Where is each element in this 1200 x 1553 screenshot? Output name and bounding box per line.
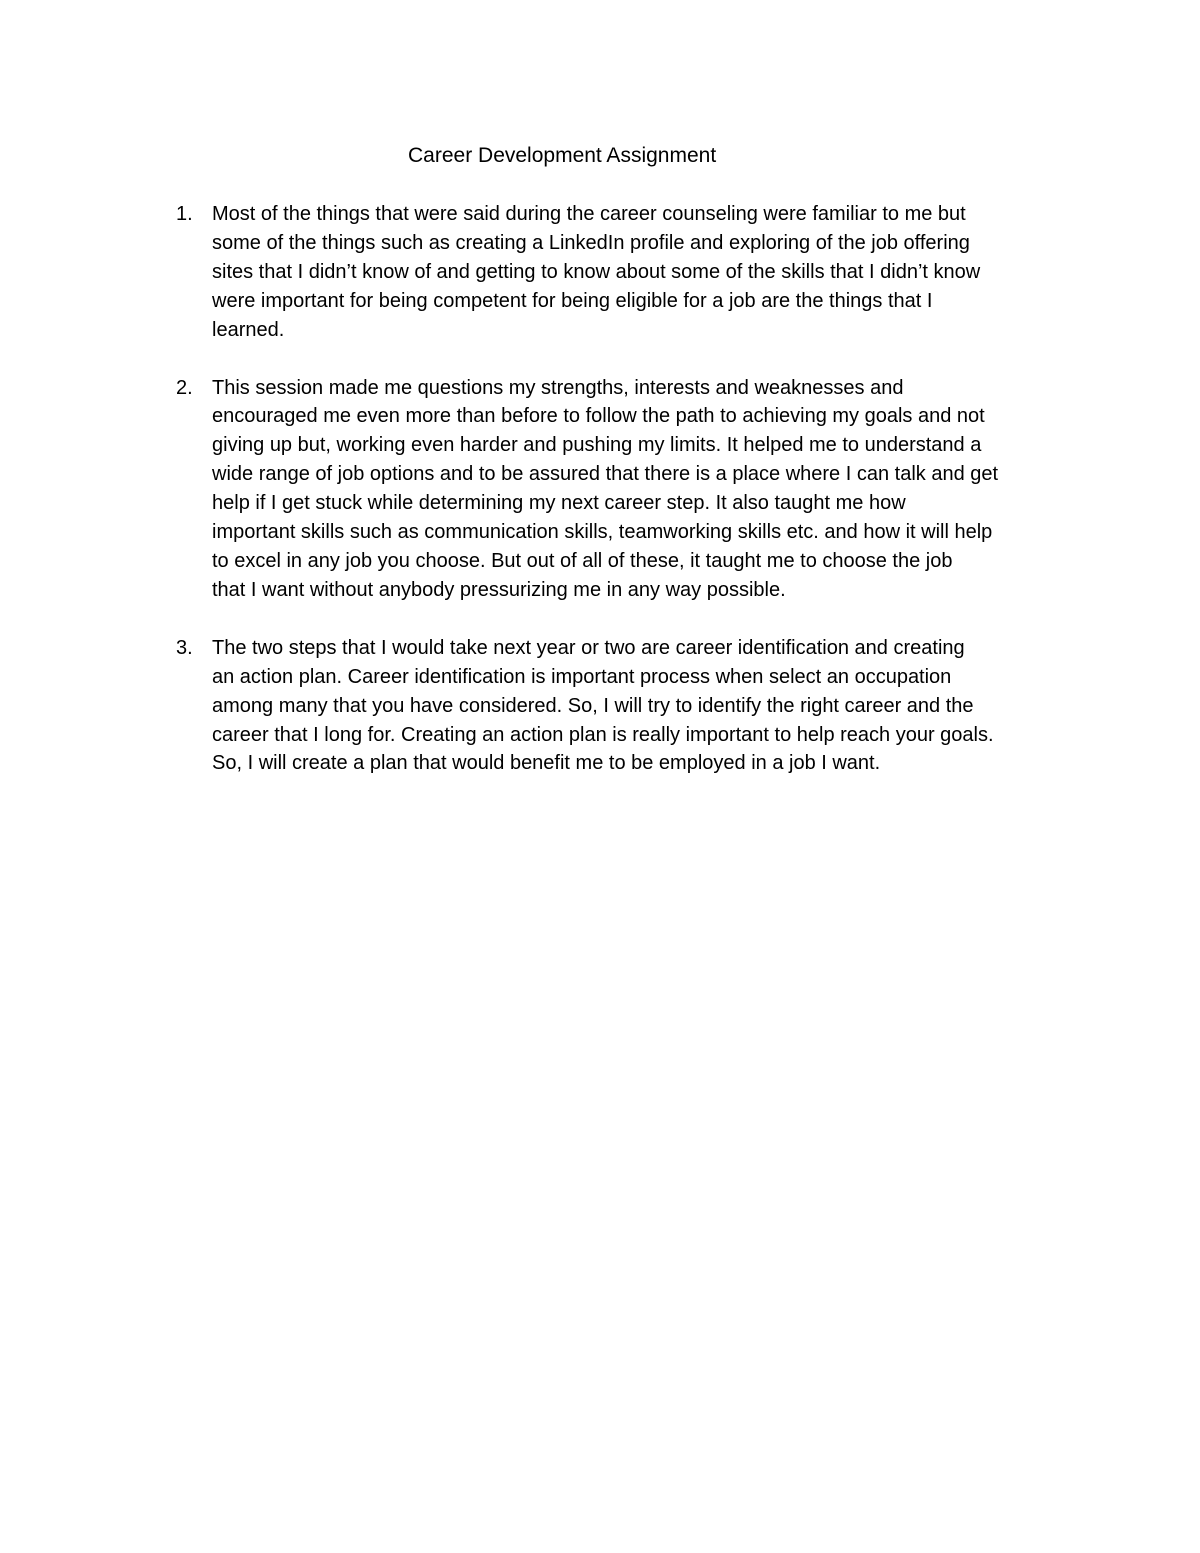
paragraph-line: learned.: [212, 318, 285, 341]
paragraph-line: So, I will create a plan that would benefit me to be employed in a job I want.: [212, 752, 881, 775]
paragraph-line: some of the things such as creating a LinkedIn profile and exploring of the job offering: [212, 231, 970, 254]
paragraph-line: Most of the things that were said during the career counseling were familiar to me but: [212, 203, 966, 225]
list-item: [0, 374, 1068, 605]
paragraph-line: to excel in any job you choose. But out of all of these, it taught me to choose the job: [212, 549, 953, 572]
paragraph-line: help if I get stuck while determining my next career step. It also taught me how: [212, 492, 906, 515]
paragraph-line: This session made me questions my strengths, interests and weaknesses and: [212, 376, 904, 399]
paragraph-line: among many that you have considered. So, I will try to identify the right career and the: [212, 694, 974, 717]
list-item: [0, 634, 1068, 779]
document-title: Career Development Assignment: [408, 144, 717, 167]
paragraph-line: important skills such as communication skills, teamworking skills etc. and how it will help: [212, 521, 993, 544]
paragraph-line: The two steps that I would take next year or two are career identification and creating: [212, 636, 965, 659]
paragraph-line: that I want without anybody pressurizing me in any way possible.: [212, 578, 786, 601]
list-item-number: 1.: [176, 203, 193, 225]
list-item: [0, 200, 1068, 345]
paragraph-line: an action plan. Career identification is important process when select an occupation: [212, 665, 952, 688]
paragraph-line: encouraged me even more than before to follow the path to achieving my goals and not: [212, 405, 985, 428]
paragraph-line: career that I long for. Creating an action plan is really important to help reach your goals.: [212, 723, 994, 746]
paragraph-line: were important for being competent for being eligible for a job are the things that I: [212, 289, 933, 312]
paragraph-line: wide range of job options and to be assured that there is a place where I can talk and get: [212, 463, 999, 486]
list-item-number: 3.: [176, 636, 193, 659]
paragraph-line: sites that I didn’t know of and getting to know about some of the skills that I didn’t know: [212, 260, 981, 283]
list-item-number: 2.: [176, 376, 193, 399]
answer-list: [0, 200, 1200, 807]
paragraph-line: giving up but, working even harder and pushing my limits. It helped me to understand a: [212, 434, 982, 457]
